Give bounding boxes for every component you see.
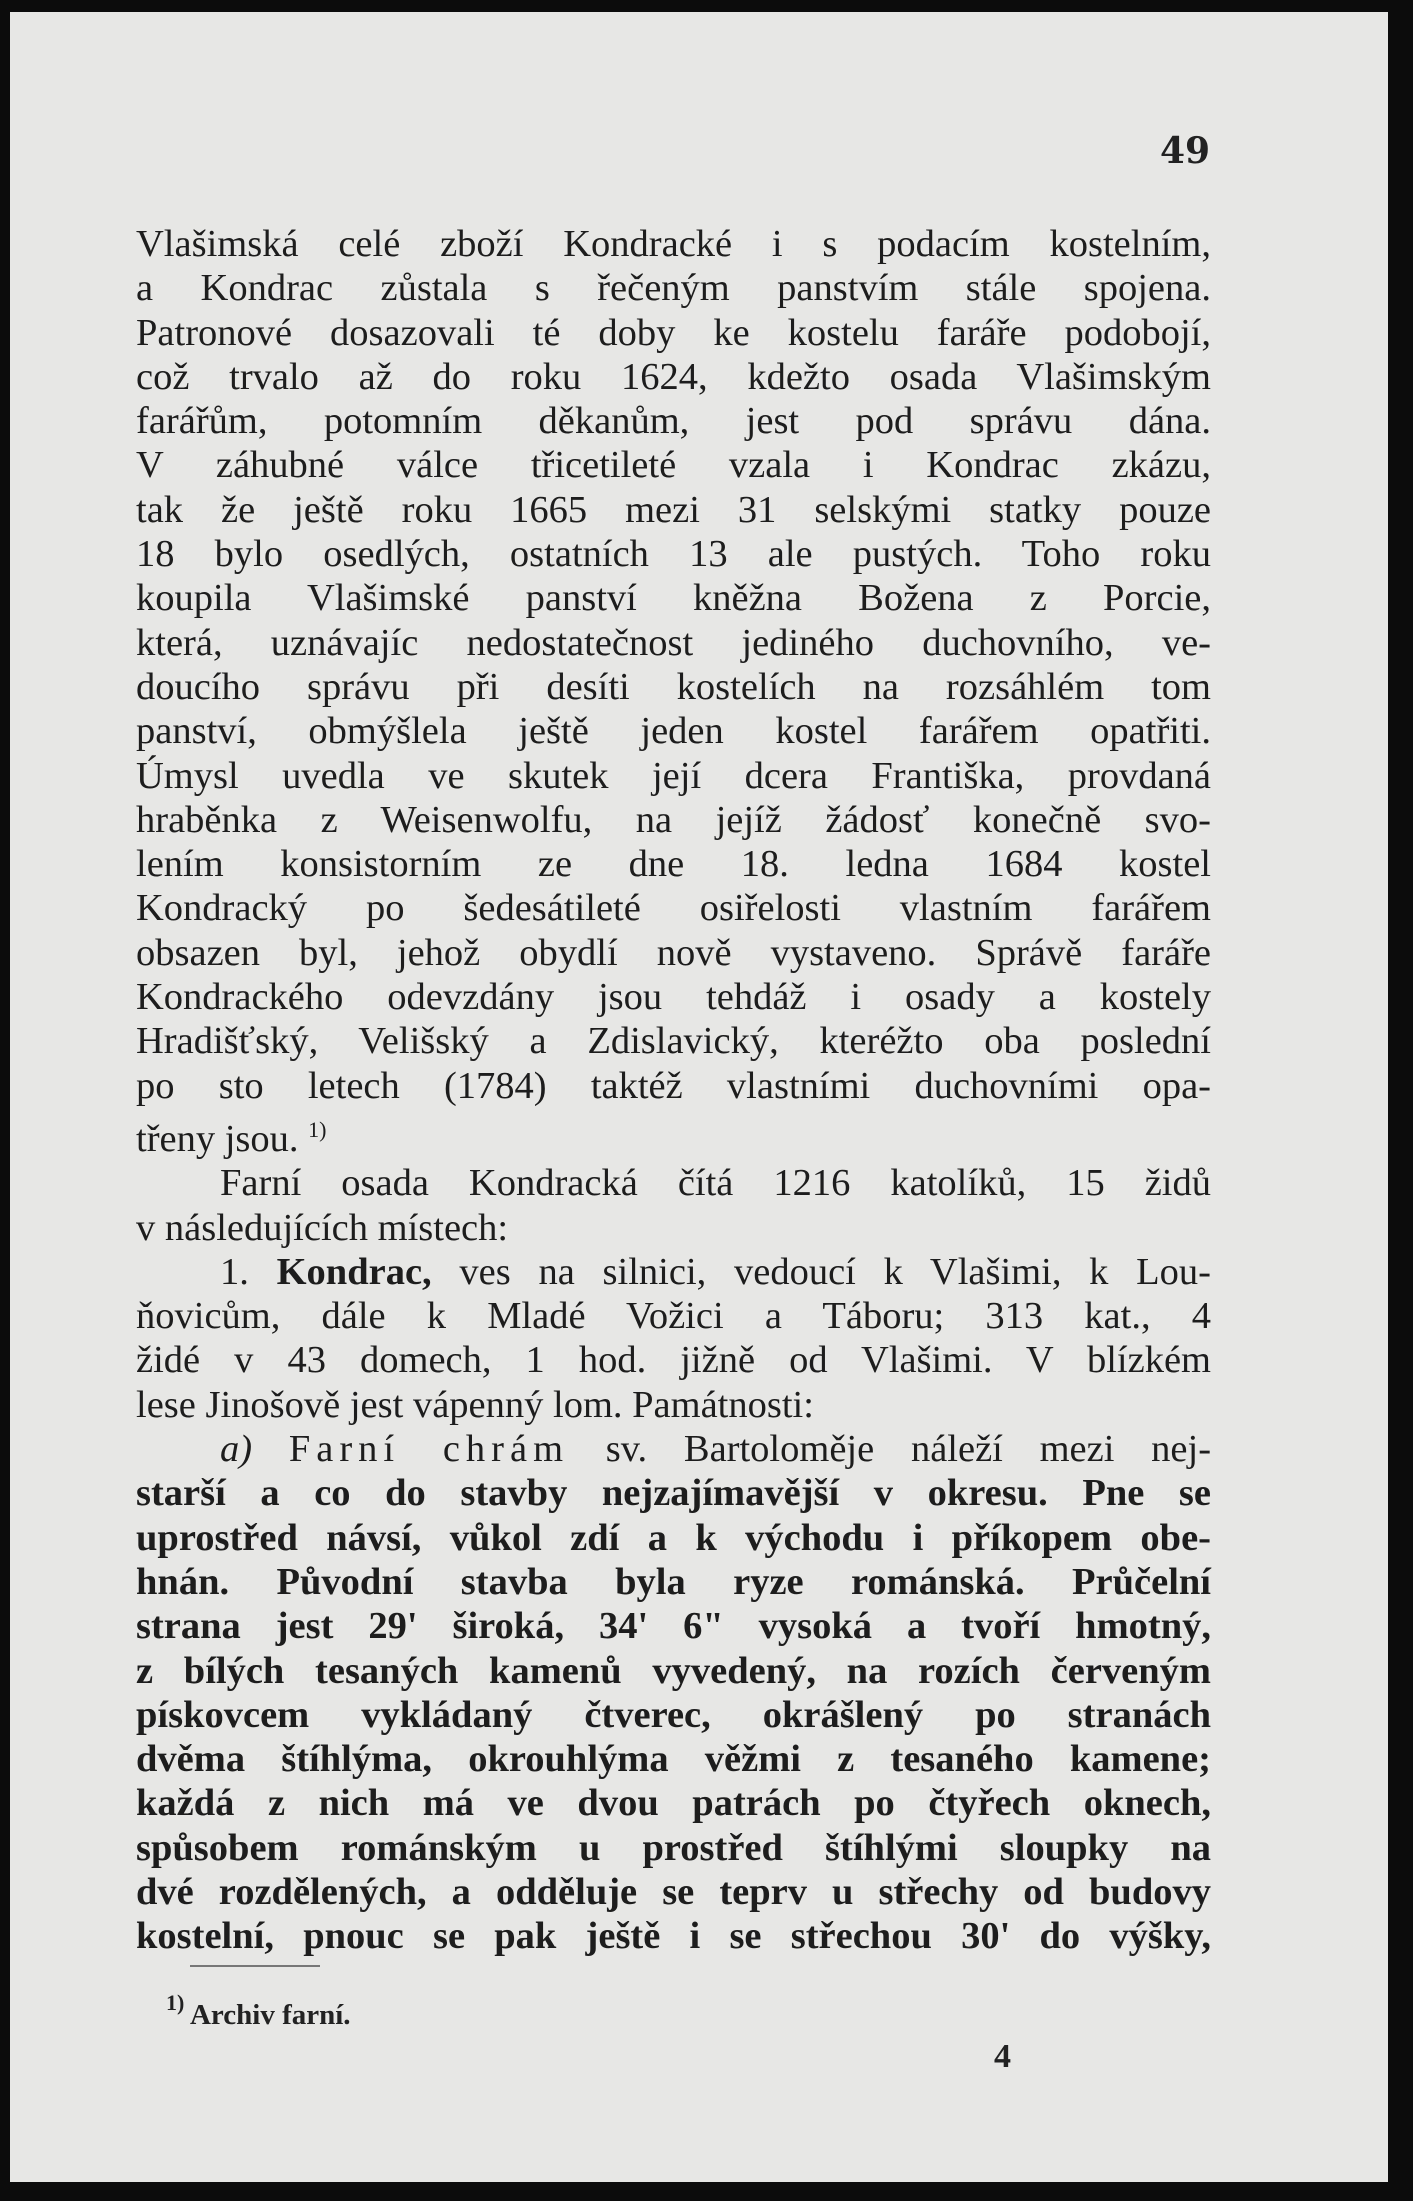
page-number: 49 <box>1160 130 1211 172</box>
text-line: Kondracký po šedesátileté osiřelosti vlastním farářem <box>136 887 1211 930</box>
text-line: pískovcem vykládaný čtverec, okrášlený po stranách <box>136 1693 1211 1736</box>
text-line <box>136 1108 1211 1161</box>
text-line: Patronové dosazovali té doby ke kostelu faráře podobojí, <box>136 311 1211 354</box>
text-line: dvěma štíhlýma, okrouhlýma věžmi z tesaného kamene; <box>136 1738 1211 1781</box>
text-line: Farní osada Kondracká čítá 1216 katolíků, 15 židů <box>220 1162 1211 1205</box>
list-item-number: 1. <box>220 1250 249 1293</box>
text-line: z bílých tesaných kamenů vyvedený, na rozích červeným <box>136 1649 1211 1692</box>
text-line: farářům, potomním děkanům, jest pod správu dána. <box>136 400 1211 443</box>
text-segment: ves na silnici, vedoucí k Vlašimi, k Lou- <box>459 1250 1211 1293</box>
text-line: koupila Vlašimské panství kněžna Božena z Porcie, <box>136 577 1211 620</box>
sub-item-heading <box>136 1427 1211 1471</box>
text-line: tak že ještě roku 1665 mezi 31 selskými statky pouze <box>136 488 1211 531</box>
sub-item-marker: a) <box>220 1428 253 1471</box>
text-line: a Kondrac zůstala s řečeným panstvím stále spojena. <box>136 267 1211 310</box>
body-text <box>136 222 1211 1959</box>
footnote-text: Archiv farní. <box>189 1999 351 2031</box>
text-line: panství, obmýšlela ještě jeden kostel farářem opatřiti. <box>136 710 1211 753</box>
list-item-heading <box>136 1250 1211 1294</box>
footnote-reference: 1) <box>308 1116 327 1142</box>
text-line: V záhubné válce třicetileté vzala i Kondrac zkázu, <box>136 444 1211 487</box>
text-line: lením konsistorním ze dne 18. ledna 1684 kostel <box>136 843 1211 886</box>
text-line: obsazen byl, jehož obydlí nově vystaveno. Správě faráře <box>136 931 1211 974</box>
text-line: 18 bylo osedlých, ostatních 13 ale pustých. Toho roku <box>136 533 1211 576</box>
text-line: hnán. Původní stavba byla ryze románská. Průčelní <box>136 1560 1211 1603</box>
text-segment: třeny jsou. <box>136 1117 299 1160</box>
text-line: strana jest 29' široká, 34' 6" vysoká a tvoří hmotný, <box>136 1605 1211 1648</box>
text-line: dvé rozdělených, a odděluje se teprv u střechy od budovy <box>136 1870 1211 1913</box>
text-line: po sto letech (1784) taktéž vlastními duchovními opa- <box>136 1064 1211 1107</box>
text-line: Úmysl uvedla ve skutek její dcera Františka, provdaná <box>136 754 1211 797</box>
text-line: Kondrackého odevzdány jsou tehdáž i osady a kostely <box>136 976 1211 1019</box>
text-line: doucího správu při desíti kostelích na rozsáhlém tom <box>136 665 1211 708</box>
text-segment: sv. Bartoloměje náleží mezi nej- <box>605 1428 1212 1471</box>
spaced-heading: Farní chrám <box>288 1428 570 1471</box>
place-name: Kondrac, <box>276 1250 432 1293</box>
text-line: spůsobem románským u prostřed štíhlými sloupky na <box>136 1826 1211 1869</box>
text-line: která, uznávajíc nedostatečnost jediného duchovního, ve- <box>136 621 1211 664</box>
footnote-marker: 1) <box>166 1990 185 2015</box>
sheet-signature: 4 <box>994 2038 1011 2075</box>
text-line: ňovicům, dále k Mladé Vožici a Táboru; 313 kat., 4 <box>136 1295 1211 1338</box>
text-line: Vlašimská celé zboží Kondracké i s podacím kostelním, <box>136 223 1211 265</box>
text-line: Hradišťský, Velišský a Zdislavický, kteréžto oba poslední <box>136 1020 1211 1063</box>
text-line: lese Jinošově jest vápenný lom. Památnosti: <box>136 1383 814 1426</box>
text-line: hraběnka z Weisenwolfu, na jejíž žádosť konečně svo- <box>136 798 1211 841</box>
footnote <box>166 1990 351 2032</box>
text-line: starší a co do stavby nejzajímavější v okresu. Pne se <box>136 1472 1211 1515</box>
text-line: v následujících místech: <box>136 1206 509 1249</box>
text-line: uprostřed návsí, vůkol zdí a k východu i příkopem obe- <box>136 1516 1211 1559</box>
text-line: židé v 43 domech, 1 hod. jižně od Vlašimi. V blízkém <box>136 1339 1211 1382</box>
book-page <box>10 12 1388 2182</box>
footnote-divider <box>190 1965 320 1967</box>
text-line: což trvalo až do roku 1624, kdežto osada Vlašimským <box>136 355 1211 398</box>
text-line: každá z nich má ve dvou patrách po čtyřech oknech, <box>136 1782 1211 1825</box>
text-line: kostelní, pnouc se pak ještě i se střechou 30' do výšky, <box>136 1915 1211 1958</box>
